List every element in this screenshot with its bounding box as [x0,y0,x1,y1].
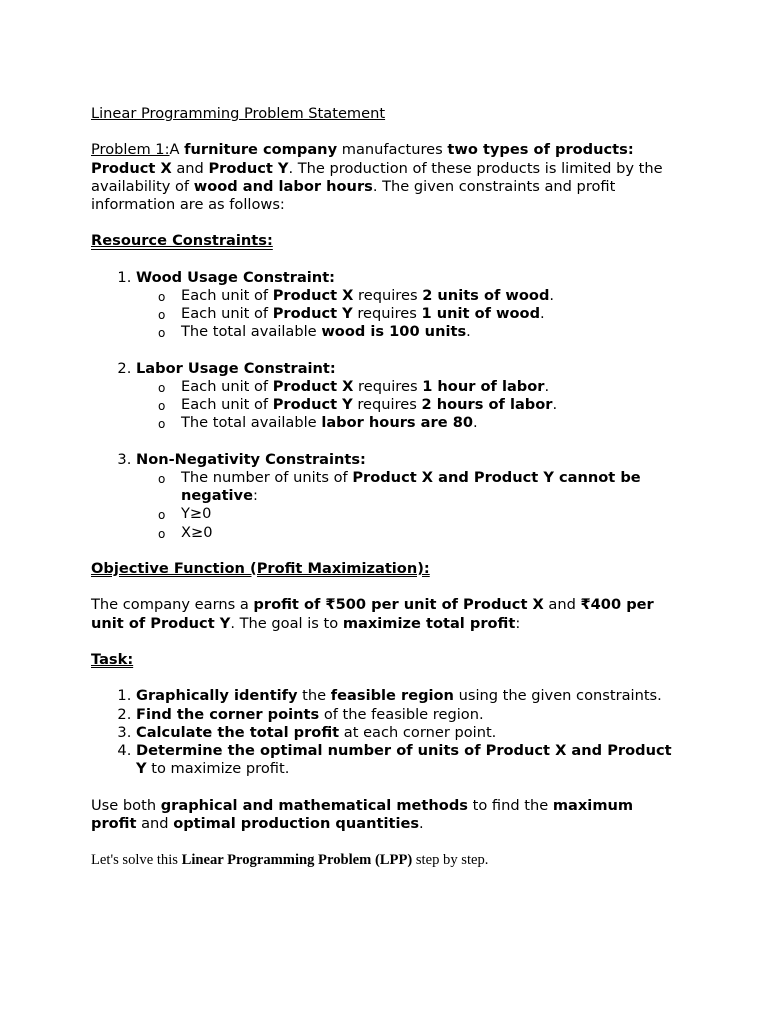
labor-constraint: 2. Labor Usage Constraint: o Each unit of Product X requires 1 hour of labor. o Each unit of Product Y requires 2 hours of labor. o The total available labor hours are 80. [136,360,681,451]
constraints-list [91,269,681,542]
problem-statement: Problem 1:A furniture company manufactures two types of products: Product X and Product Y. The production of these products is limited by the availability of wood and labor hours. The given constraints and profit information are as follows: [91,141,663,213]
wood-constraint: 1. Wood Usage Constraint: o Each unit of Product X requires 2 units of wood. o Each unit of Product Y requires 1 unit of wood. o The total available wood is 100 units. [136,269,681,360]
closing-text: Use both graphical and mathematical methods to find the maximum profit and optimal production quantities. [91,796,634,832]
list-item: o X≥0 [181,524,681,542]
problem-label: Problem 1: [91,141,170,159]
list-item: o Y≥0 [181,505,681,523]
list-item: o Each unit of Product Y requires 1 unit of wood. [181,305,681,323]
task-list [91,687,681,778]
list-item: 4. Determine the optimal number of units of Product X and Product Y to maximize profit. [136,742,681,778]
resource-constraints-heading: Resource Constraints: [91,232,273,250]
document-body [91,105,681,869]
list-item: o Each unit of Product Y requires 2 hours of labor. [181,396,681,414]
list-item: o The total available wood is 100 units. [181,323,681,341]
final-line: Let's solve this Linear Programming Problem (LPP) step by step. [91,851,489,868]
objective-heading: Objective Function (Profit Maximization): [91,559,430,577]
list-item: o Each unit of Product X requires 1 hour of labor. [181,378,681,396]
objective-text: The company earns a profit of ₹500 per unit of Product X and ₹400 per unit of Product Y. The goal is to maximize total profit: [91,596,654,632]
list-item: 1. Graphically identify the feasible region using the given constraints. [136,687,681,705]
page-title: Linear Programming Problem Statement [91,105,386,122]
list-item: o The total available labor hours are 80. [181,414,681,432]
labor-constraint-items [136,378,681,433]
task-heading: Task: [91,650,134,668]
list-item: o The number of units of Product X and Product Y cannot be negative: [181,469,681,505]
list-item: 3. Calculate the total profit at each corner point. [136,724,681,742]
nonnegativity-items [136,469,681,542]
nonnegativity-constraint: 3. Non-Negativity Constraints: o The number of units of Product X and Product Y cannot be negative: o Y≥0 o X≥0 [136,451,681,542]
list-item: o Each unit of Product X requires 2 units of wood. [181,287,681,305]
list-item: 2. Find the corner points of the feasible region. [136,706,681,724]
wood-constraint-items [136,287,681,342]
